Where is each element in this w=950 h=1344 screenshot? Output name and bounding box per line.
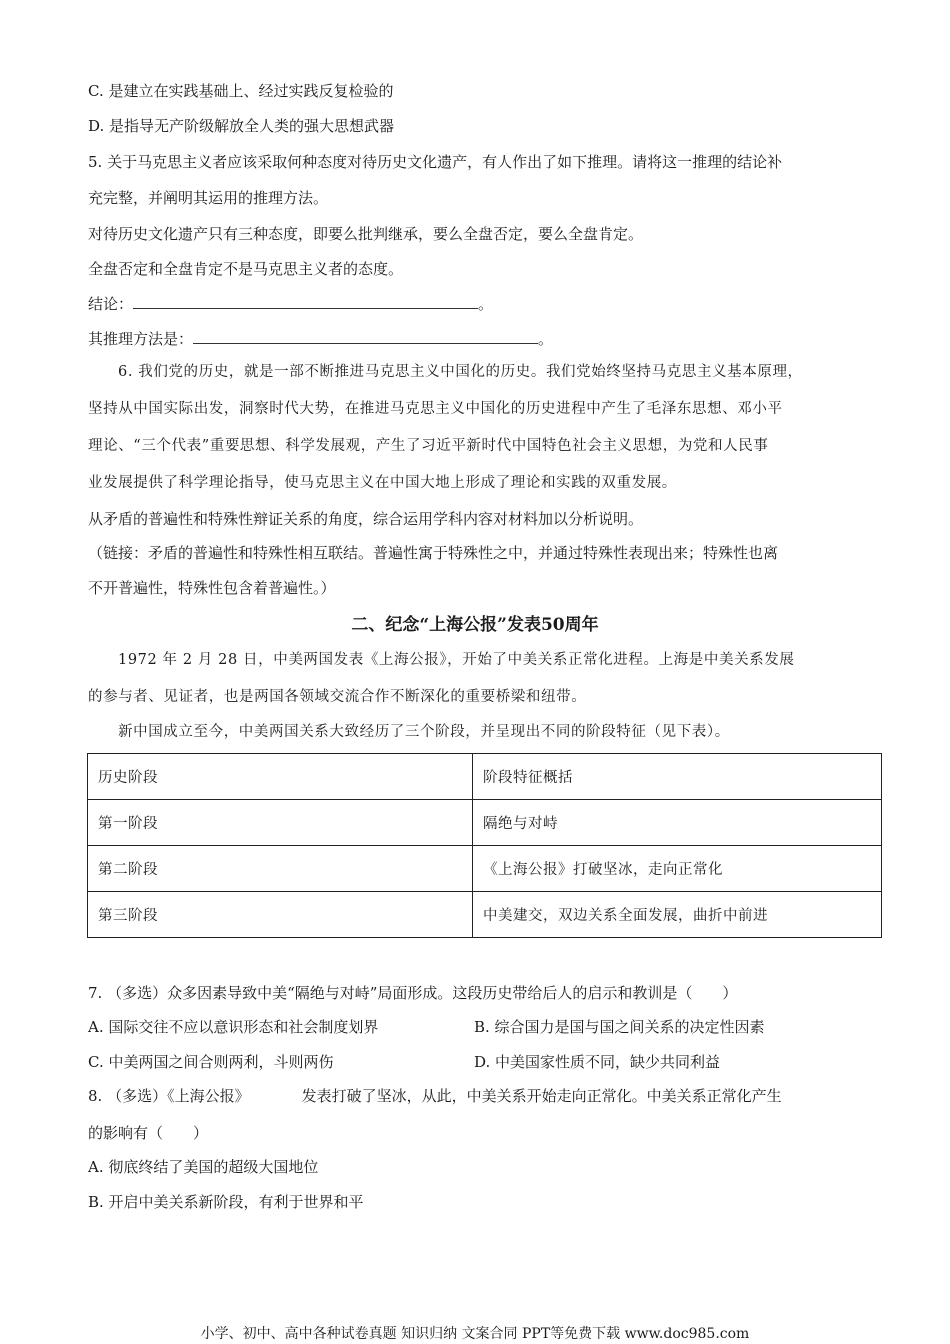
section-para1-line1: 1972 年 2 月 28 日，中美两国发表《上海公报》，开始了中美关系正常化进程。上海是中美关系发展 (118, 652, 795, 668)
q5-method-row (88, 329, 553, 349)
q8-stem-line2: 的影响有（ ） (88, 1124, 209, 1142)
page-footer: 小学、初中、高中各种试卷真题 知识归纳 文案合同 PPT等免费下载 www.doc985.com (200, 1326, 750, 1342)
stages-table (87, 753, 882, 938)
q6-material-line1: 6. 我们党的历史，就是一部不断推进马克思主义中国化的历史。我们党始终坚持马克思主义基本原理， (118, 364, 803, 380)
method-answer-blank[interactable] (193, 329, 538, 344)
q7-option-d[interactable]: D. 中美国家性质不同，缺少共同利益 (474, 1053, 721, 1071)
conclusion-end-mark: 。 (478, 295, 494, 313)
conclusion-label: 结论： (88, 295, 134, 313)
q5-stem-line1: 5. 关于马克思主义者应该采取何种态度对待历史文化遗产，有人作出了如下推理。请将这一推理的结论补 (88, 153, 783, 171)
q6-material-line3: 理论、“三个代表”重要思想、科学发展观，产生了习近平新时代中国特色社会主义思想，为党和人民事 (88, 438, 769, 454)
q6-task: 从矛盾的普遍性和特殊性辩证关系的角度，综合运用学科内容对材料加以分析说明。 (88, 510, 644, 528)
q5-premise1: 对待历史文化遗产只有三种态度，即要么批判继承，要么全盘否定，要么全盘肯定。 (88, 225, 644, 243)
table-header-row (88, 754, 882, 800)
method-label: 其推理方法是： (88, 330, 194, 348)
q7-option-b[interactable]: B. 综合国力是国与国之间关系的决定性因素 (474, 1018, 765, 1036)
q7-option-a[interactable]: A. 国际交往不应以意识形态和社会制度划界 (88, 1018, 379, 1036)
section-title: 二、纪念“上海公报”发表50周年 (351, 615, 599, 635)
table-header-cell: 阶段特征概括 (473, 754, 882, 800)
q8-option-a[interactable]: A. 彻底终结了美国的超级大国地位 (88, 1158, 319, 1176)
table-cell-stage: 第二阶段 (88, 846, 473, 892)
q6-link-line2: 不开普遍性，特殊性包含着普遍性。） (88, 579, 336, 597)
table-cell-feature: 隔绝与对峙 (473, 800, 882, 846)
q7-stem: 7. （多选）众多因素导致中美“隔绝与对峙”局面形成。这段历史带给后人的启示和教训是（ ） (88, 984, 738, 1002)
table-cell-feature: 中美建交，双边关系全面发展，曲折中前进 (473, 892, 882, 938)
q6-material-line2: 坚持从中国实际出发，洞察时代大势，在推进马克思主义中国化的历史进程中产生了毛泽东思想、邓小平 (88, 401, 783, 417)
q8-stem-part1: 8. （多选）《上海公报》 (88, 1087, 250, 1105)
option-c-text: C. 是建立在实践基础上、经过实践反复检验的 (88, 82, 394, 100)
table-row (88, 846, 882, 892)
table-row (88, 892, 882, 938)
q5-conclusion-row (88, 294, 493, 314)
q8-option-b[interactable]: B. 开启中美关系新阶段，有利于世界和平 (88, 1193, 364, 1211)
conclusion-answer-blank[interactable] (133, 294, 478, 309)
table-cell-feature: 《上海公报》打破坚冰，走向正常化 (473, 846, 882, 892)
section-para1-line2: 的参与者、见证者，也是两国各领域交流合作不断深化的重要桥梁和纽带。 (88, 689, 587, 705)
method-end-mark: 。 (538, 330, 554, 348)
q5-premise2: 全盘否定和全盘肯定不是马克思主义者的态度。 (88, 260, 404, 278)
q8-stem-part2: 发表打破了坚冰，从此，中美关系开始走向正常化。中美关系正常化产生 (301, 1087, 782, 1105)
option-d-text: D. 是指导无产阶级解放全人类的强大思想武器 (88, 117, 395, 135)
q8-stem-line1 (88, 1086, 782, 1106)
table-row (88, 800, 882, 846)
q5-stem-line2: 充完整，并阐明其运用的推理方法。 (88, 189, 329, 207)
section-para2: 新中国成立至今，中美两国关系大致经历了三个阶段，并呈现出不同的阶段特征（见下表）。 (118, 724, 730, 740)
table-cell-stage: 第三阶段 (88, 892, 473, 938)
table-cell-stage: 第一阶段 (88, 800, 473, 846)
q7-option-c[interactable]: C. 中美两国之间合则两利，斗则两伤 (88, 1053, 334, 1071)
q6-material-line4: 业发展提供了科学理论指导，使马克思主义在中国大地上形成了理论和实践的双重发展。 (88, 475, 677, 491)
table-header-cell: 历史阶段 (88, 754, 473, 800)
q6-link-line1: （链接：矛盾的普遍性和特殊性相互联结。普遍性寓于特殊性之中，并通过特殊性表现出来；特殊性也离 (88, 544, 779, 562)
